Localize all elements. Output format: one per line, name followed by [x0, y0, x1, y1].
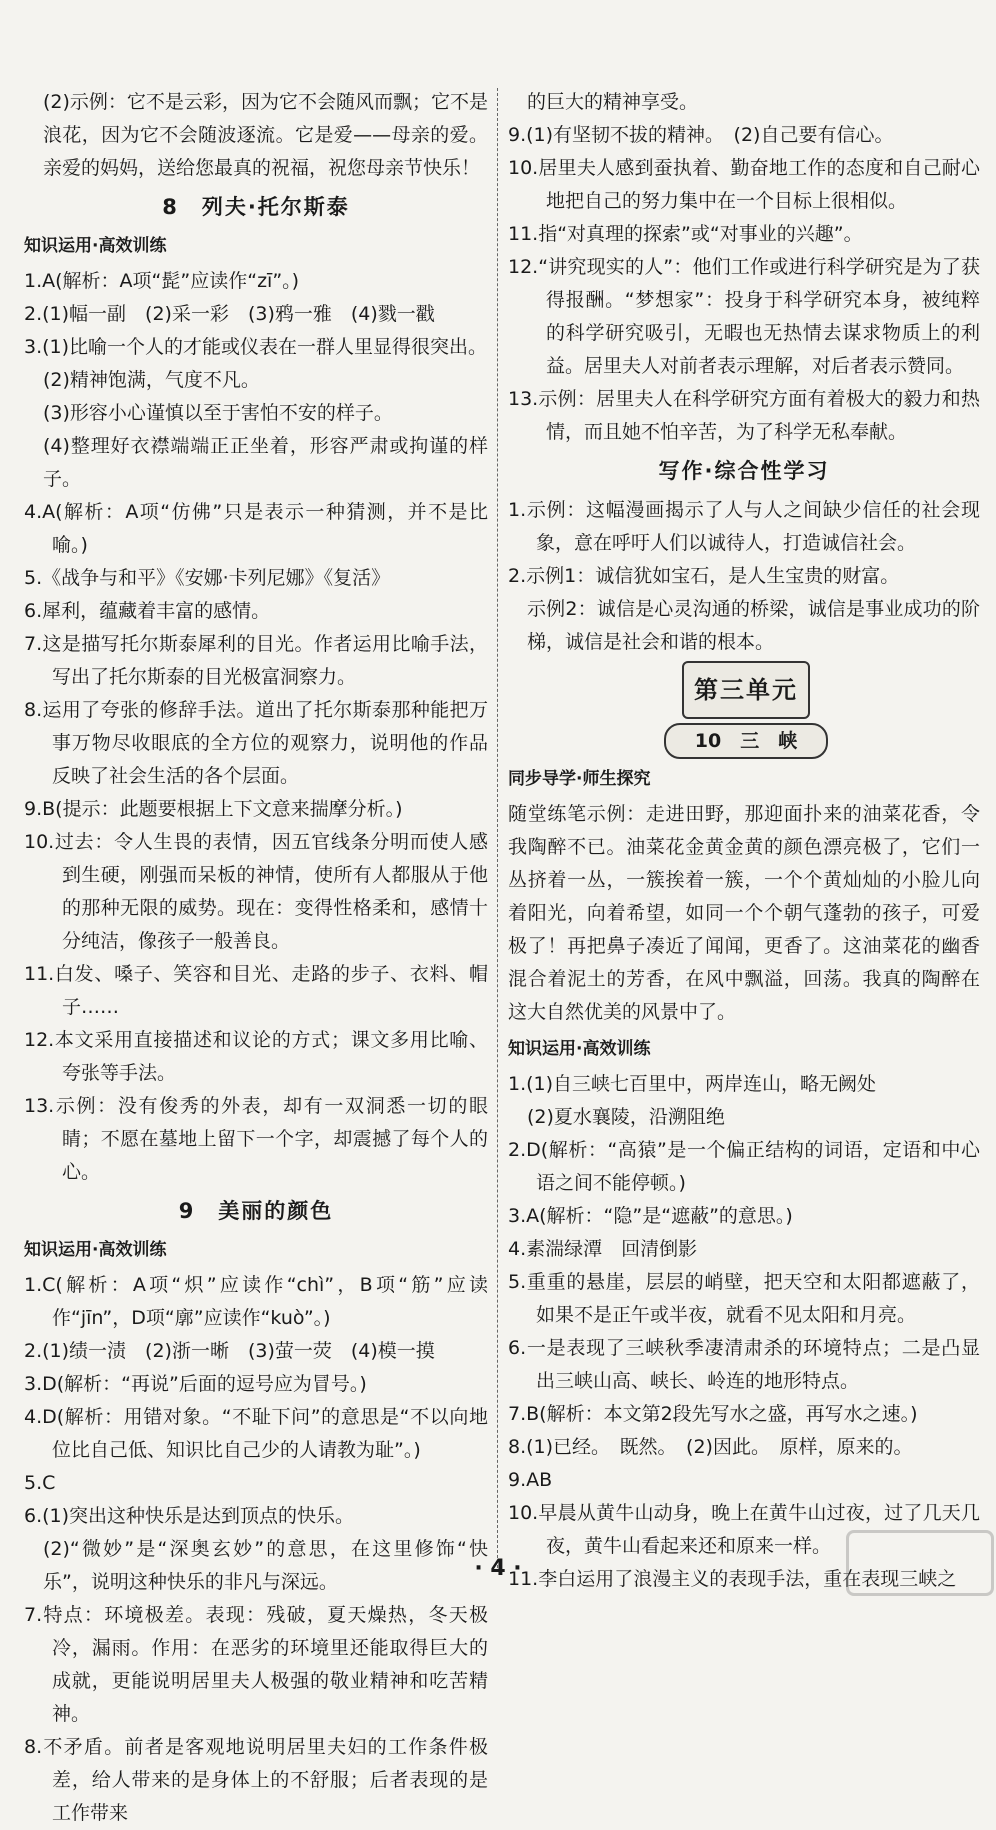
answer-item: 2.(1)幅一副 (2)采一彩 (3)鸦一雅 (4)戮一戳 — [24, 303, 435, 325]
section-10-subtitle-2: 知识运用·高效训练 — [508, 1039, 651, 1059]
unit-badge — [664, 661, 824, 759]
answer-item: 7.B(解析：本文第2段先写水之盛，再写水之速。) — [508, 1403, 918, 1425]
answer-item: 示例2：诚信是心灵沟通的桥梁，诚信是事业成功的阶梯，诚信是社会和谐的根本。 — [527, 598, 980, 653]
answer-item: 3.D(解析：“再说”后面的逗号应为冒号。) — [24, 1373, 367, 1395]
answer-item: 2.示例1：诚信犹如宝石，是人生宝贵的财富。 — [508, 565, 900, 587]
continued-text: 的巨大的精神享受。 — [527, 91, 699, 113]
section-9-title: 9 美丽的颜色 — [178, 1199, 334, 1223]
answer-item: (3)形容小心谨慎以至于害怕不安的样子。 — [43, 402, 393, 424]
answer-item: 9.B(提示：此题要根据上下文意来揣摩分析。) — [24, 798, 403, 820]
writing-section-title: 写作·综合性学习 — [658, 459, 830, 483]
answer-item: 10.早晨从黄牛山动身，晚上在黄牛山过夜，过了几天几夜，黄牛山看起来还和原来一样。 — [508, 1502, 980, 1557]
answer-item: 7.这是描写托尔斯泰犀利的目光。作者运用比喻手法，写出了托尔斯泰的目光极富洞察力。 — [24, 633, 488, 688]
answer-item: 6.(1)突出这种快乐是达到顶点的快乐。 — [24, 1505, 355, 1527]
answer-item: 7.特点：环境极差。表现：残破，夏天燥热，冬天极冷，漏雨。作用：在恶劣的环境里还能取得巨大的成就，更能说明居里夫人极强的敬业精神和吃苦精神。 — [24, 1604, 488, 1725]
answer-item: 5.《战争与和平》《安娜·卡列尼娜》《复活》 — [24, 567, 391, 589]
answer-item: 5.C — [24, 1472, 56, 1494]
answer-item: (2)夏水襄陵，沿溯阻绝 — [527, 1106, 725, 1128]
answer-item: (2)精神饱满，气度不凡。 — [43, 369, 260, 391]
answer-item: 10.过去：令人生畏的表情，因五官线条分明而使人感到生硬，刚强而呆板的神情，使所有人都服从于他的那种无限的威势。现在：变得性格柔和，感情十分纯洁，像孩子一般善良。 — [24, 831, 488, 952]
answer-item: 4.D(解析：用错对象。“不耻下问”的意思是“不以向地位比自己低、知识比自己少的人请教为耻”。) — [24, 1406, 488, 1461]
answer-item: (2)“微妙”是“深奥玄妙”的意思，在这里修饰“快乐”，说明这种快乐的非凡与深远。 — [43, 1538, 488, 1593]
answer-item: 8.(1)已经。 既然。 (2)因此。 原样，原来的。 — [508, 1436, 913, 1458]
answer-item: 5.重重的悬崖，层层的峭壁，把天空和太阳都遮蔽了，如果不是正午或半夜，就看不见太阳和月亮。 — [508, 1271, 980, 1326]
answer-item: 4.A(解析：A项“仿佛”只是表示一种猜测，并不是比喻。) — [24, 501, 488, 556]
answer-item: 11.李白运用了浪漫主义的表现手法，重在表现三峡之 — [508, 1568, 957, 1590]
section-8-subtitle: 知识运用·高效训练 — [24, 236, 167, 256]
answer-item: 12.本文采用直接描述和议论的方式；课文多用比喻、夸张等手法。 — [24, 1029, 488, 1084]
answer-item: 11.指“对真理的探索”或“对事业的兴趣”。 — [508, 223, 863, 245]
answer-item: 8.不矛盾。前者是客观地说明居里夫妇的工作条件极差，给人带来的是身体上的不舒服；后者表现的是工作带来 — [24, 1736, 488, 1824]
answer-item: 6.一是表现了三峡秋季凄清肃杀的环境特点；二是凸显出三峡山高、峡长、岭连的地形特点。 — [508, 1337, 980, 1392]
answer-item: 13.示例：居里夫人在科学研究方面有着极大的毅力和热情，而且她不怕辛苦，为了科学无私奉献。 — [508, 388, 980, 443]
page-number: · 4 · — [474, 1556, 522, 1581]
answer-item: 9.AB — [508, 1469, 553, 1491]
right-column — [508, 86, 980, 1596]
answer-item: 1.C(解析：A项“炽”应读作“chì”，B项“筋”应读作“jīn”，D项“廓”应读作“kuò”。) — [24, 1274, 488, 1329]
answer-item: 9.(1)有坚韧不拔的精神。 (2)自己要有信心。 — [508, 124, 894, 146]
answer-item: 1.A(解析：A项“髭”应读作“zī”。) — [24, 270, 300, 292]
answer-item: 1.示例：这幅漫画揭示了人与人之间缺少信任的社会现象，意在呼吁人们以诚待人，打造诚信社会。 — [508, 499, 980, 554]
column-divider — [497, 88, 498, 1568]
answer-item: 11.白发、嗓子、笑容和目光、走路的步子、衣料、帽子…… — [24, 963, 488, 1018]
answer-item: 1.(1)自三峡七百里中，两岸连山，略无阙处 — [508, 1073, 877, 1095]
answer-item: 10.居里夫人感到蚕执着、勤奋地工作的态度和自己耐心地把自己的努力集中在一个目标上很相似。 — [508, 157, 980, 212]
section-10-subtitle-1: 同步导学·师生探究 — [508, 769, 651, 789]
answer-item: 12.“讲究现实的人”：他们工作或进行科学研究是为了获得报酬。“梦想家”：投身于科学研究本身，被纯粹的科学研究吸引，无暇也无热情去谋求物质上的利益。居里夫人对前者表示理解，对后者表示赞同。 — [508, 256, 980, 377]
lesson-title: 10 三 峡 — [664, 723, 828, 759]
answer-item: 2.(1)绩一渍 (2)浙一晰 (3)萤一荧 (4)模一摸 — [24, 1340, 435, 1362]
answer-item: 3.(1)比喻一个人的才能或仪表在一群人里显得很突出。 — [24, 336, 488, 358]
unit-label: 第三单元 — [682, 661, 810, 719]
answer-item: 3.A(解析：“隐”是“遮蔽”的意思。) — [508, 1205, 793, 1227]
answer-item: 4.素湍绿潭 回清倒影 — [508, 1238, 698, 1260]
practice-paragraph: 随堂练笔示例：走进田野，那迎面扑来的油菜花香，令我陶醉不已。油菜花金黄金黄的颜色漂亮极了，它们一丛挤着一丛，一簇挨着一簇，一个个黄灿灿的小脸儿向着阳光，向着希望，如同一个个朝气蓬勃的孩子，可爱极了！再把鼻子凑近了闻闻，更香了。这油菜花的幽香混合着泥土的芳香，在风中飘溢，回荡。我真的陶醉在这大自然优美的风景中了。 — [508, 803, 980, 1023]
answer-item: 13.示例：没有俊秀的外表，却有一双洞悉一切的眼睛；不愿在墓地上留下一个字，却震撼了每个人的心。 — [24, 1095, 488, 1183]
section-8-title: 8 列夫·托尔斯泰 — [162, 195, 350, 219]
section-9-subtitle: 知识运用·高效训练 — [24, 1240, 167, 1260]
answer-item: 6.犀利，蕴藏着丰富的感情。 — [24, 600, 271, 622]
answer-item: (4)整理好衣襟端端正正坐着，形容严肃或拘谨的样子。 — [43, 435, 488, 490]
intro-paragraph: (2)示例：它不是云彩，因为它不会随风而飘；它不是浪花，因为它不会随波逐流。它是爱——母亲的爱。亲爱的妈妈，送给您最真的祝福，祝您母亲节快乐！ — [43, 91, 488, 179]
answer-item: 2.D(解析：“高猿”是一个偏正结构的词语，定语和中心语之间不能停顿。) — [508, 1139, 980, 1194]
answer-item: 8.运用了夸张的修辞手法。道出了托尔斯泰那种能把万事万物尽收眼底的全方位的观察力，说明他的作品反映了社会生活的各个层面。 — [24, 699, 488, 787]
